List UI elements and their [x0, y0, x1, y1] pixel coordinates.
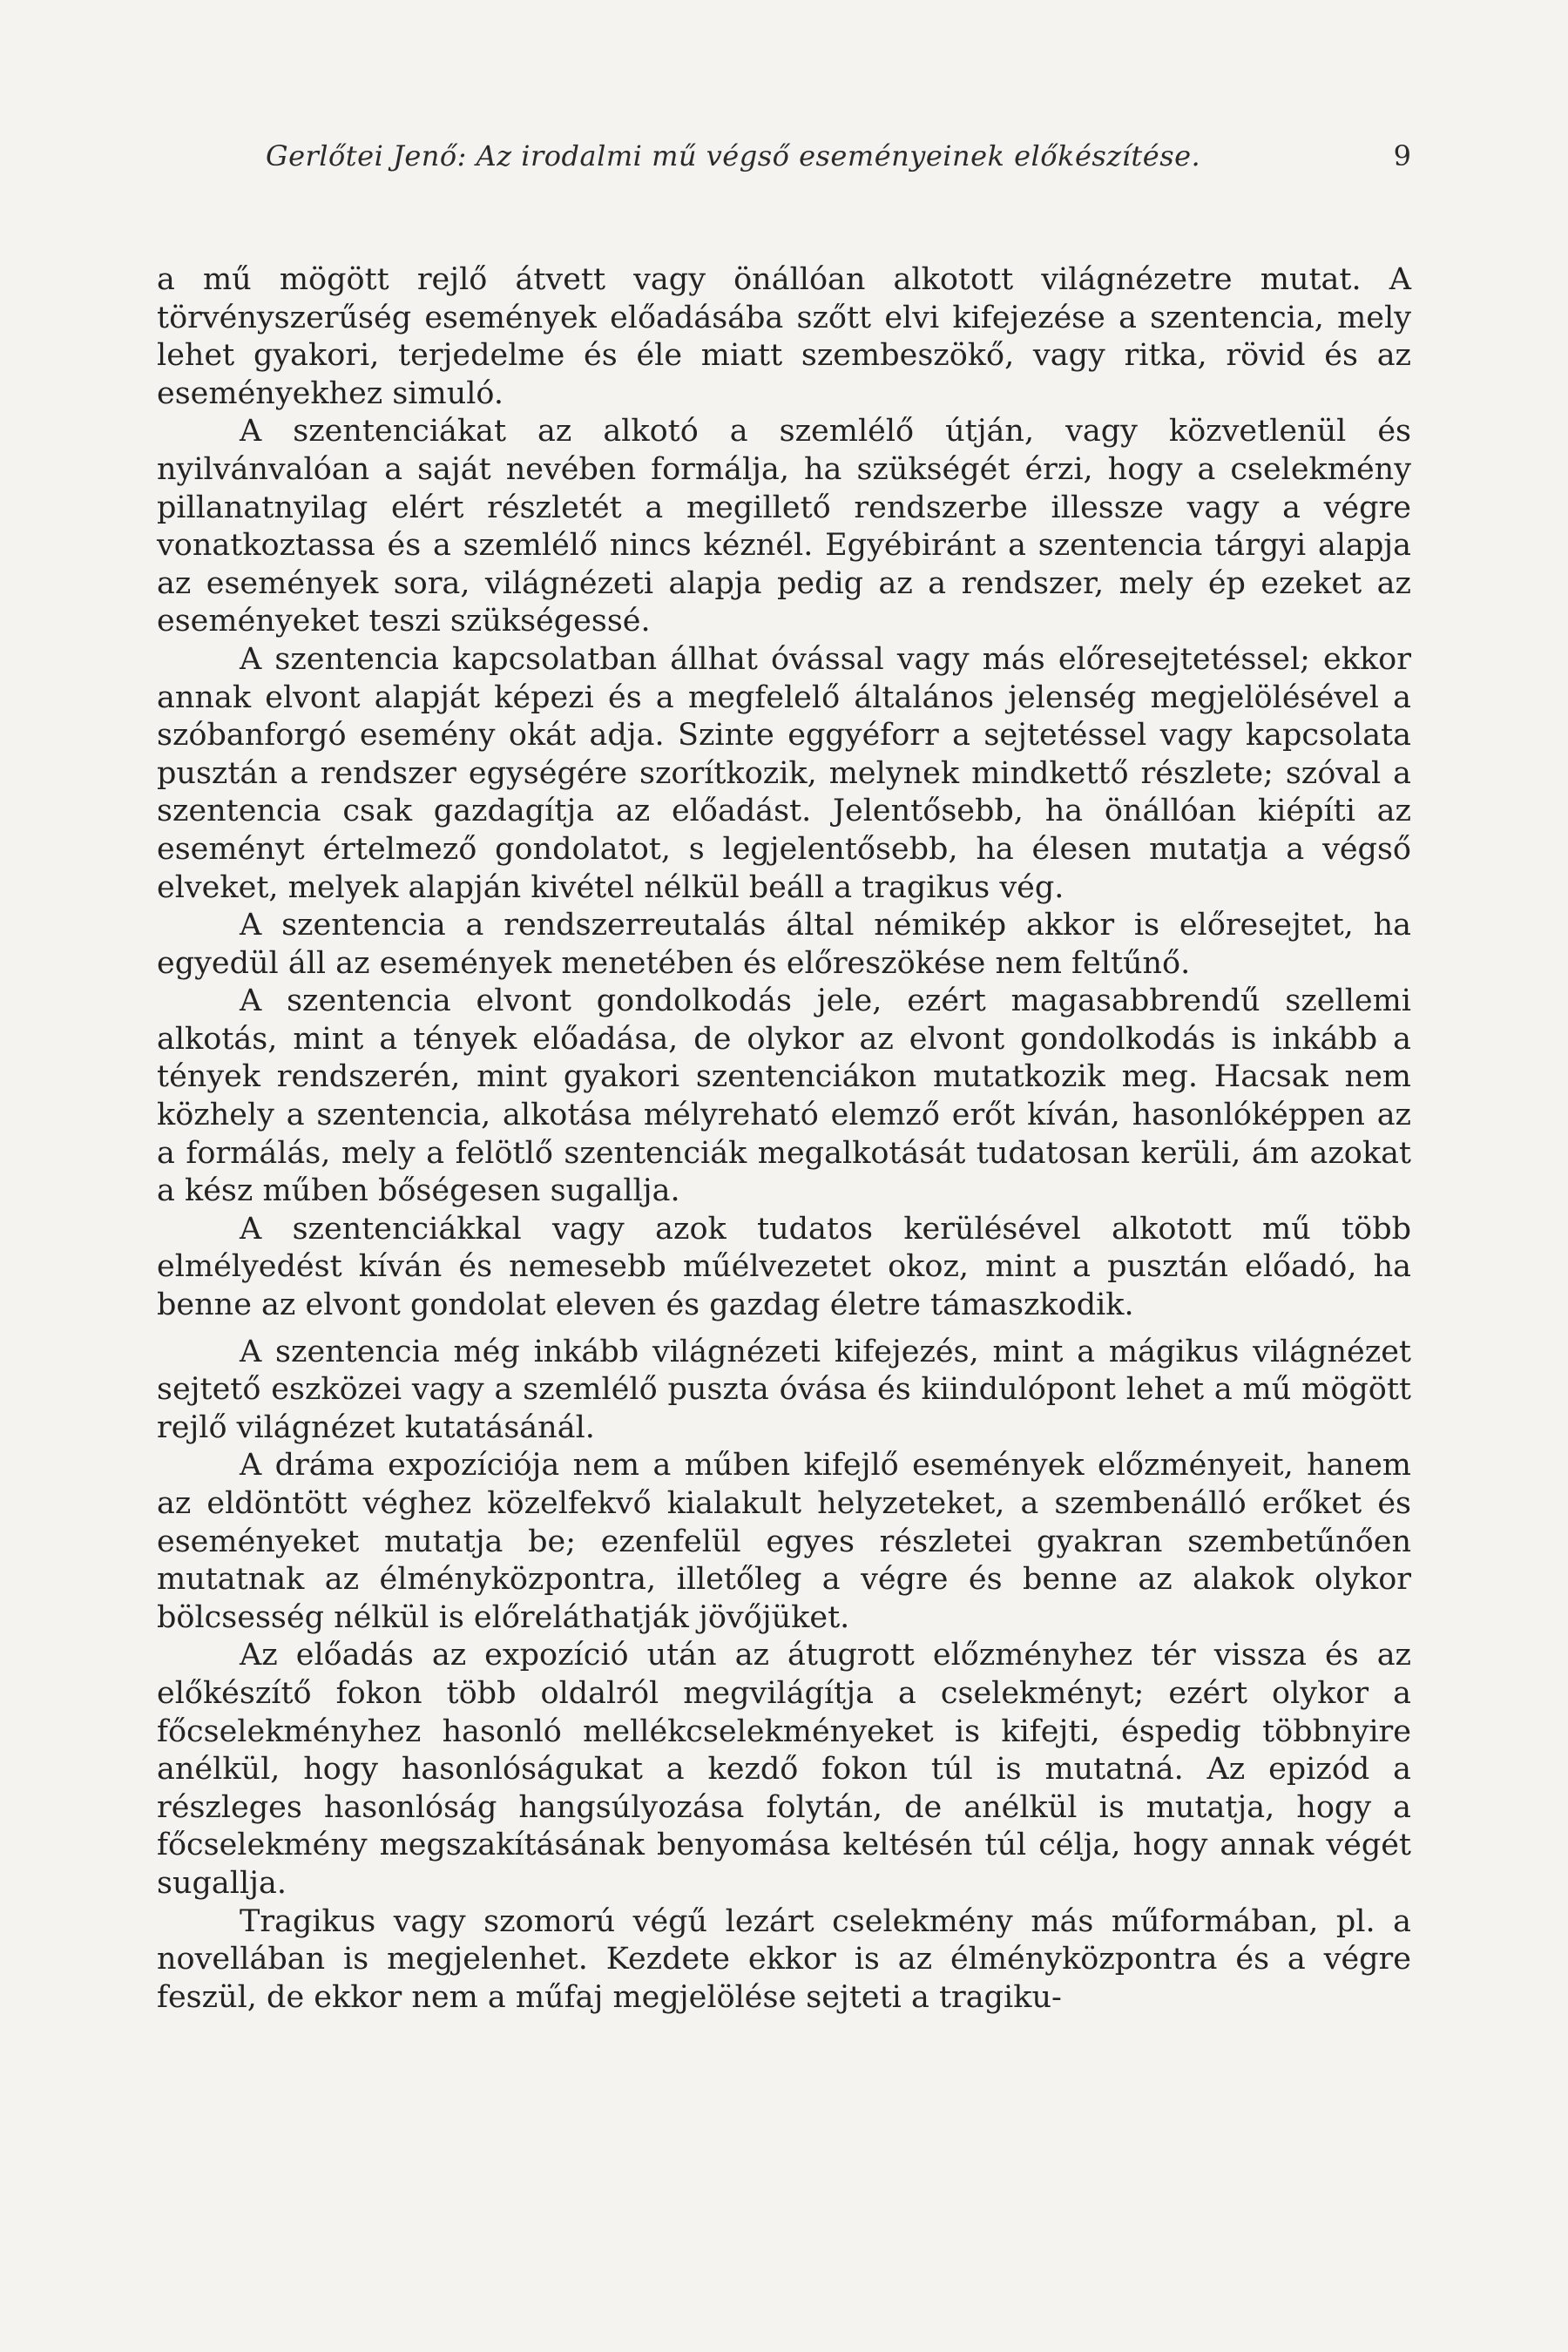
paragraph: Az előadás az expozíció után az átugrott előzményhez tér vissza és az előkészítő fokon több oldalról megvilágítja a cselekményt; ezért olykor a főcselekményhez hasonló mellékcselekményeket is kifejti, éspedig többnyire anélkül, hogy hasonlóságukat a kezdő fokon túl is mutatná. Az epizód a részleges hasonlóság hangsúlyozása folytán, de anélkül is mutatja, hogy a főcselekmény megszakításának benyomása keltésén túl célja, hogy annak végét sugallja.	[157, 1638, 1411, 1901]
paragraph: A szentencia elvont gondolkodás jele, ezért magasabbrendű szellemi alkotás, mint a tények előadása, de olykor az elvont gondolkodás is inkább a tények rendszerén, mint gyakori szentenciákon mutatkozik meg. Hacsak nem közhely a szentencia, alkotása mélyreható elemző erőt kíván, hasonlóképpen az a formálás, mely a felötlő szentenciák megalkotását tudatosan kerüli, ám azokat a kész műben bőségesen sugallja.	[157, 983, 1411, 1209]
page-header	[266, 139, 1411, 192]
paragraph: A szentencia kapcsolatban állhat óvással vagy más előresejtetéssel; ekkor annak elvont alapját képezi és a megfelelő általános jelenség megjelölésével a szóbanforgó esemény okát adja. Szinte eggyéforr a sejtetéssel vagy kapcsolata pusztán a rendszer egységére szorítkozik, melynek mindkettő részlete; szóval a szentencia csak gazdagítja az előadást. Jelentősebb, ha önállóan kiépíti az eseményt értelmező gondolatot, s legjelentősebb, ha élesen mutatja a végső elveket, melyek alapján kivétel nélkül beáll a tragikus vég.	[157, 641, 1411, 905]
paragraph: A szentenciákat az alkotó a szemlélő útján, vagy közvetlenül és nyilvánvalóan a saját nevében formálja, ha szükségét érzi, hogy a cselekmény pillanatnyilag elért részletét a megillető rendszerbe illessze vagy a végre vonatkoztassa és a szemlélő nincs kéznél. Egyébiránt a szentencia tárgyi alapja az események sora, világnézeti alapja pedig az a rendszer, mely ép ezeket az eseményeket teszi szükségessé.	[157, 414, 1411, 639]
paragraph: Tragikus vagy szomorú végű lezárt cselekmény más műformában, pl. a novellában is megjelenhet. Kezdete ekkor is az élményközpontra és a végre feszül, de ekkor nem a műfaj megjelölése sejteti a tragiku-	[157, 1903, 1411, 2015]
paragraph: A dráma expozíciója nem a műben kifejlő események előzményeit, hanem az eldöntött véghez közelfekvő kialakult helyzeteket, a szembenálló erőket és eseményeket mutatja be; ezenfelül egyes részletei gyakran szembetűnően mutatnak az élményközpontra, illetőleg a végre és benne az alakok olykor bölcsesség nélkül is előreláthatják jövőjüket.	[157, 1448, 1411, 1635]
body-text	[157, 261, 1411, 2017]
running-head: Gerlőtei Jenő: Az irodalmi mű végső eseményeinek előkészítése.	[266, 139, 1201, 172]
paragraph: A szentencia a rendszerreutalás által némikép akkor is előresejtet, ha egyedül áll az események menetében és előreszökése nem feltűnő.	[157, 908, 1411, 981]
paragraph: A szentencia még inkább világnézeti kifejezés, mint a mágikus világnézet sejtető eszközei vagy a szemlélő puszta óvása és kiindulópont lehet a mű mögött rejlő világnézet kutatásánál.	[157, 1334, 1411, 1445]
paragraph: A szentenciákkal vagy azok tudatos kerülésével alkotott mű több elmélyedést kíván és nemesebb műélvezetet okoz, mint a pusztán előadó, ha benne az elvont gondolat eleven és gazdag életre támaszkodik.	[157, 1211, 1411, 1323]
page-number: 9	[1393, 139, 1411, 172]
paragraph: a mű mögött rejlő átvett vagy önállóan alkotott világnézetre mutat. A törvényszerűség események előadásába szőtt elvi kifejezése a szentencia, mely lehet gyakori, terjedelme és éle miatt szembeszökő, vagy ritka, rövid és az eseményekhez simuló.	[157, 262, 1411, 411]
